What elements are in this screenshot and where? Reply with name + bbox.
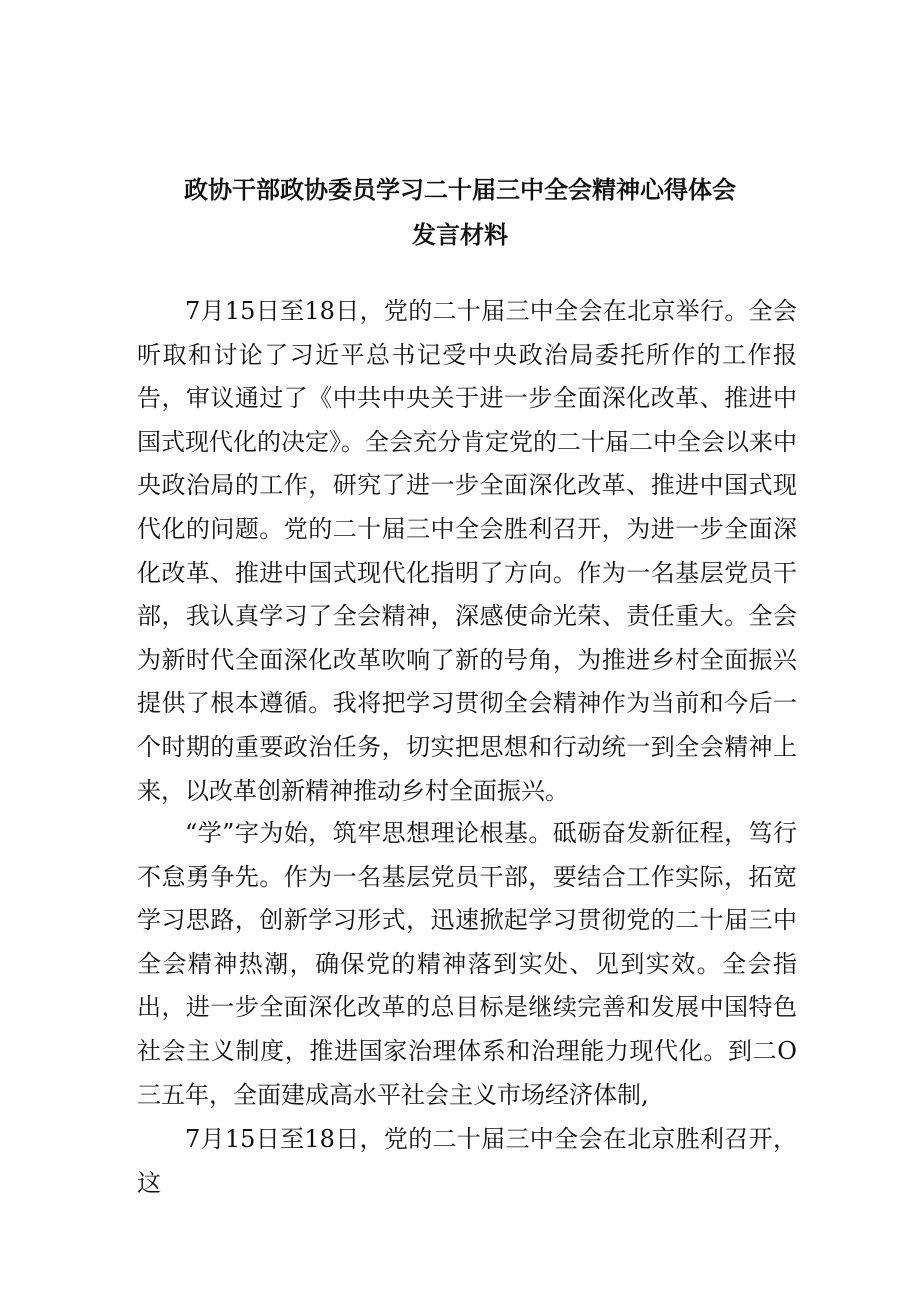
paragraph-2: “学”字为始，筑牢思想理论根基。砥砺奋发新征程，笃行不怠勇争先。作为一名基层党员干部，要结合工作实际，拓宽学习思路，创新学习形式，迅速掀起学习贯彻党的二十届三中全会精神热潮，确保党的精神落到实处、见到实效。全会指出，进一步全面深化改革的总目标是继续完善和发展中国特色社会主义制度，推进国家治理体系和治理能力现代化。到二O三五年，全面建成高水平社会主义市场经济体制, [137,819,797,1109]
paragraph-3: 7月15日至18日，党的二十届三中全会在北京胜利召开，这 [137,1125,797,1197]
document-title: 政协干部政协委员学习二十届三中全会精神心得体会 [184,176,736,204]
paragraph-1: 7月15日至18日，党的二十届三中全会在北京举行。全会听取和讨论了习近平总书记受中央政治局委托所作的工作报告，审议通过了《中共中央关于进一步全面深化改革、推进中国式现代化的决定》。全会充分肯定党的二十届二中全会以来中央政治局的工作，研究了进一步全面深化改革、推进中国式现代化的问题。党的二十届三中全会胜利召开，为进一步全面深化改革、推进中国式现代化指明了方向。作为一名基层党员干部，我认真学习了全会精神，深感使命光荣、责任重大。全会为新时代全面深化改革吹响了新的号角，为推进乡村全面振兴提供了根本遵循。我将把学习贯彻全会精神作为当前和今后一个时期的重要政治任务，切实把思想和行动统一到全会精神上来，以改革创新精神推动乡村全面振兴。 [137,297,797,805]
document-subtitle: 发言材料 [412,221,508,249]
